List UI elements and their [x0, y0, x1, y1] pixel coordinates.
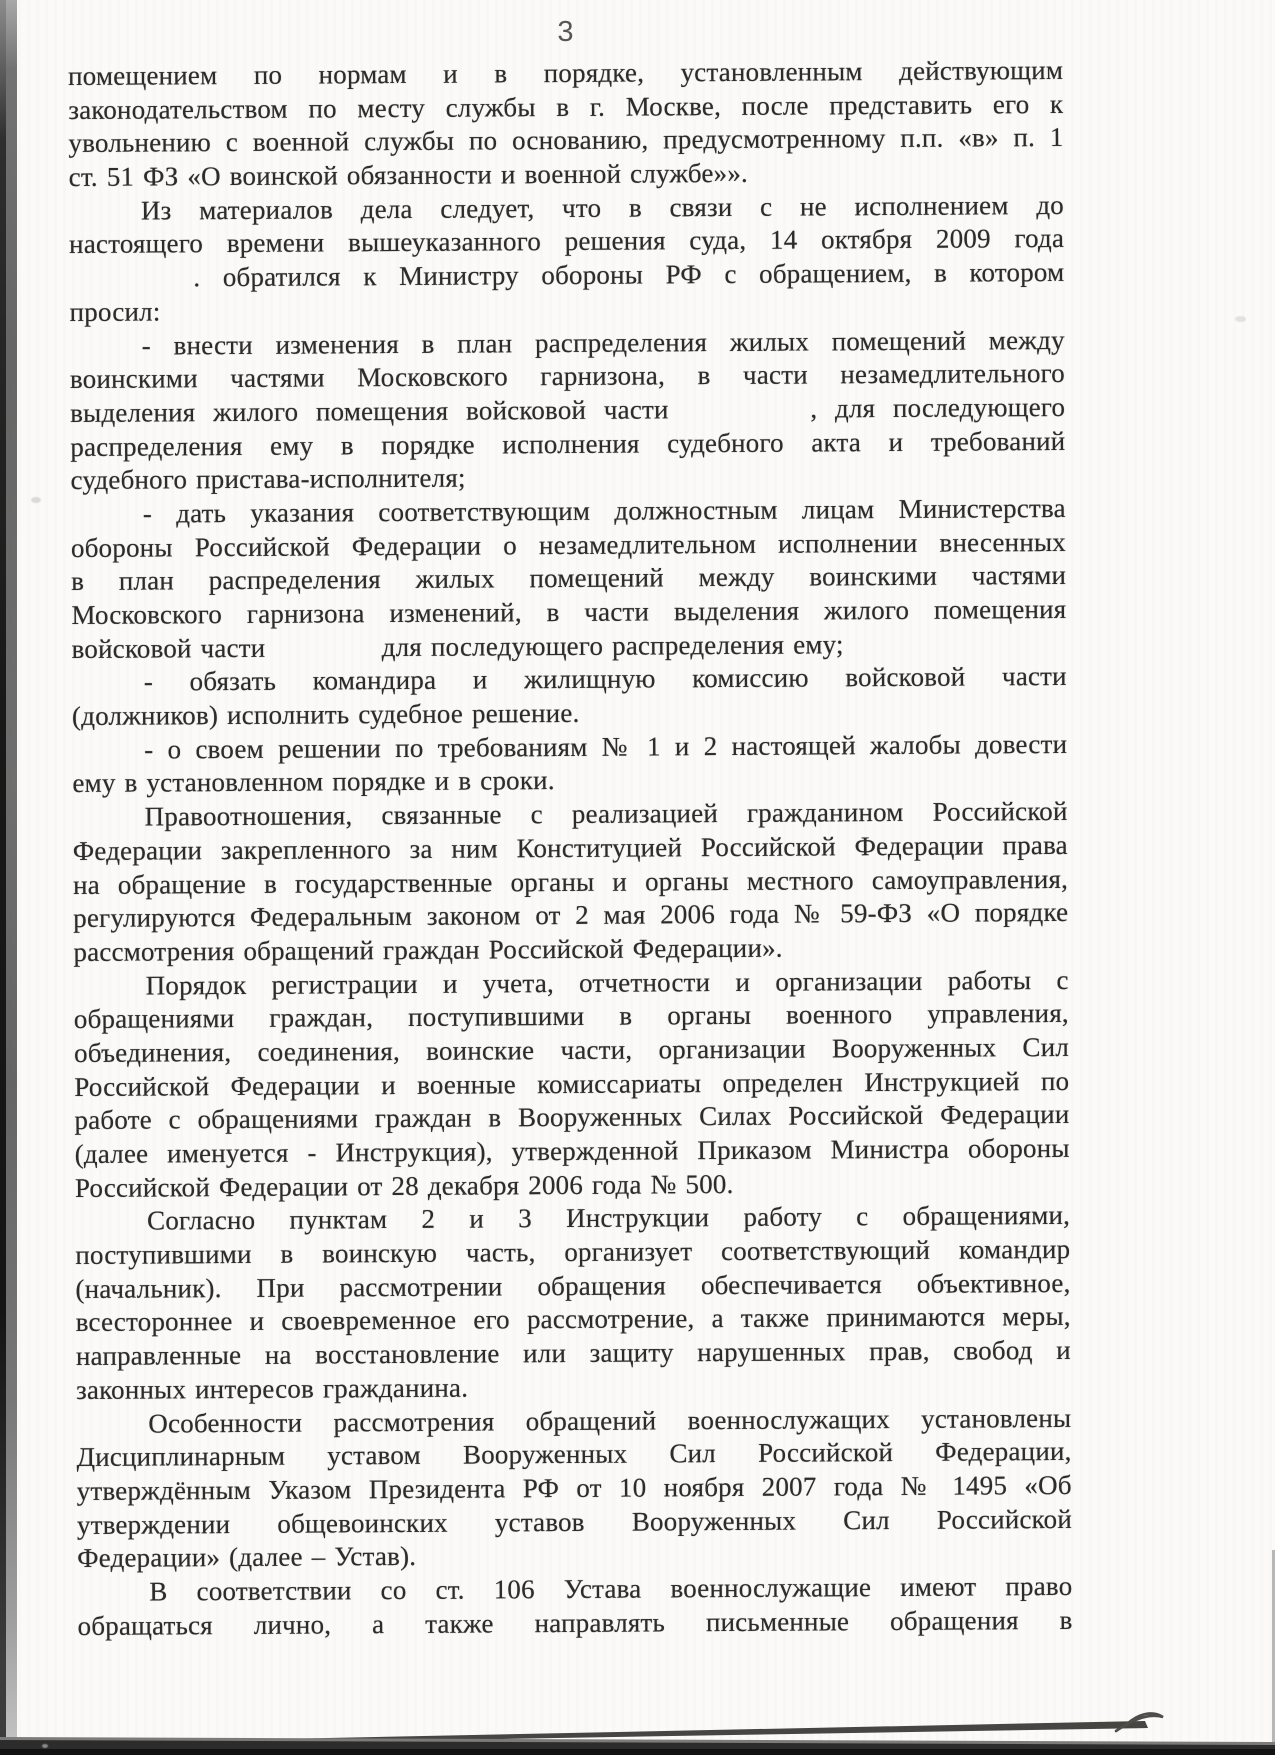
text-line: . обратился к Министру обороны РФ с обращением, в котором: [193, 257, 1065, 293]
text-line: рассмотрения обращений граждан Российской Федерации».: [73, 932, 783, 967]
text-line: Московского гарнизона изменений, в части выделения жилого помещения: [71, 593, 1067, 630]
text-line: Российской Федерации и военные комиссариаты определен Инструкцией по: [74, 1065, 1070, 1102]
text-line: в план распределения жилых помещений между воинскими частями: [71, 560, 1067, 597]
text-line: - обязать командира и жилищную комиссию войсковой части: [143, 661, 1067, 697]
scan-band-black: [0, 1749, 1275, 1755]
text-line: воинскими частями Московского гарнизона, в части незамедлительного: [69, 358, 1066, 395]
text-line: работе с обращениями граждан в Вооруженных Силах Российской Федерации: [74, 1099, 1070, 1136]
text-line: просил:: [69, 296, 161, 327]
page-number: 3: [557, 16, 574, 48]
text-line: войсковой части для последующего распределения ему;: [71, 628, 844, 664]
text-line: - дать указания соответствующим должностным лицам Министерства: [142, 492, 1066, 529]
text-line: на обращение в государственные органы и органы местного самоуправления,: [72, 863, 1069, 900]
text-line: законных интересов гражданина.: [76, 1372, 469, 1405]
text-line: Федерации закрепленного за ним Конституцией Российской Федерации права: [72, 829, 1068, 866]
scan-edge-bottom: [0, 1685, 1275, 1755]
text-line: настоящего времени вышеуказанного решения суда, 14 октября 2009 года: [69, 223, 1065, 260]
text-line: Из материалов дела следует, что в связи с не исполнением до: [140, 189, 1064, 226]
scan-edge-left-dark-line: [0, 0, 6, 1750]
text-line: - о своем решении по требованиям № 1 и 2 настоящей жалобы довести: [144, 728, 1068, 765]
text-line: выделения жилого помещения войсковой части , для последующего: [70, 391, 1066, 428]
text-line: - внести изменения в план распределения жилых помещений между: [141, 324, 1065, 361]
text-line: ст. 51 ФЗ «О воинской обязанности и военной службе»».: [68, 157, 749, 193]
text-line: (начальник). При рассмотрении обращения обеспечивается объективное,: [75, 1267, 1071, 1304]
text-line: Российской Федерации от 28 декабря 2006 года № 500.: [74, 1168, 734, 1203]
text-line: ему в установленном порядке и в сроки.: [72, 765, 555, 799]
text-line: поступившими в воинскую часть, организует соответствующий командир: [75, 1233, 1071, 1271]
text-line: направленные на восстановление или защиту нарушенных прав, свобод и: [75, 1335, 1071, 1372]
scan-speck: [42, 1744, 48, 1748]
text-line: распределения ему в порядке исполнения судебного акта и требований: [70, 425, 1066, 462]
text-line: В соответствии со ст. 106 Устава военнослужащие имеют право: [149, 1570, 1073, 1607]
text-line: судебного пристава-исполнителя;: [70, 462, 466, 496]
text-line: Федерации» (далее – Устав).: [77, 1541, 417, 1574]
text-line: утверждении общевоинских уставов Вооруженных Сил Российской: [76, 1503, 1073, 1540]
text-line: Порядок регистрации и учета, отчетности и организации работы с: [145, 964, 1069, 1001]
text-line: утверждённым Указом Президента РФ от 10 ноября 2007 года № 1495 «Об: [76, 1469, 1072, 1506]
text-line: обращениями граждан, поступившими в органы военного управления,: [73, 998, 1069, 1035]
text-line: регулируются Федеральным законом от 2 мая 2006 года № 59-ФЗ «О порядке: [73, 897, 1069, 934]
text-line: (далее именуется - Инструкция), утвержденной Приказом Министра обороны: [74, 1132, 1070, 1169]
text-line: (должников) исполнить судебное решение.: [71, 697, 580, 732]
document-body: [68, 54, 1073, 1643]
text-line: объединения, соединения, воинские части, организации Вооруженных Сил: [73, 1031, 1070, 1068]
text-line: всестороннее и своевременное его рассмотрение, а также принимаются меры,: [75, 1301, 1071, 1338]
text-line: помещением по нормам и в порядке, установленным действующим: [68, 54, 1064, 91]
text-line: обращаться лично, а также направлять письменные обращения в: [77, 1604, 1073, 1641]
scan-speck: [1235, 316, 1246, 322]
text-line: обороны Российской Федерации о незамедлительном исполнении внесенных: [70, 526, 1067, 563]
text-line: Особенности рассмотрения обращений военнослужащих установлены: [148, 1402, 1072, 1439]
text-line: Согласно пунктам 2 и 3 Инструкции работу с обращениями,: [147, 1200, 1071, 1236]
text-line: увольнению с военной службы по основанию, предусмотренному п.п. «в» п. 1: [68, 122, 1064, 159]
scan-speck: [31, 497, 41, 503]
text-line: Дисциплинарным уставом Вооруженных Сил Российской Федерации,: [76, 1436, 1072, 1473]
text-line: законодательством по месту службы в г. Москве, после представить его к: [68, 88, 1064, 125]
text-line: Правоотношения, связанные с реализацией гражданином Российской: [144, 796, 1068, 832]
